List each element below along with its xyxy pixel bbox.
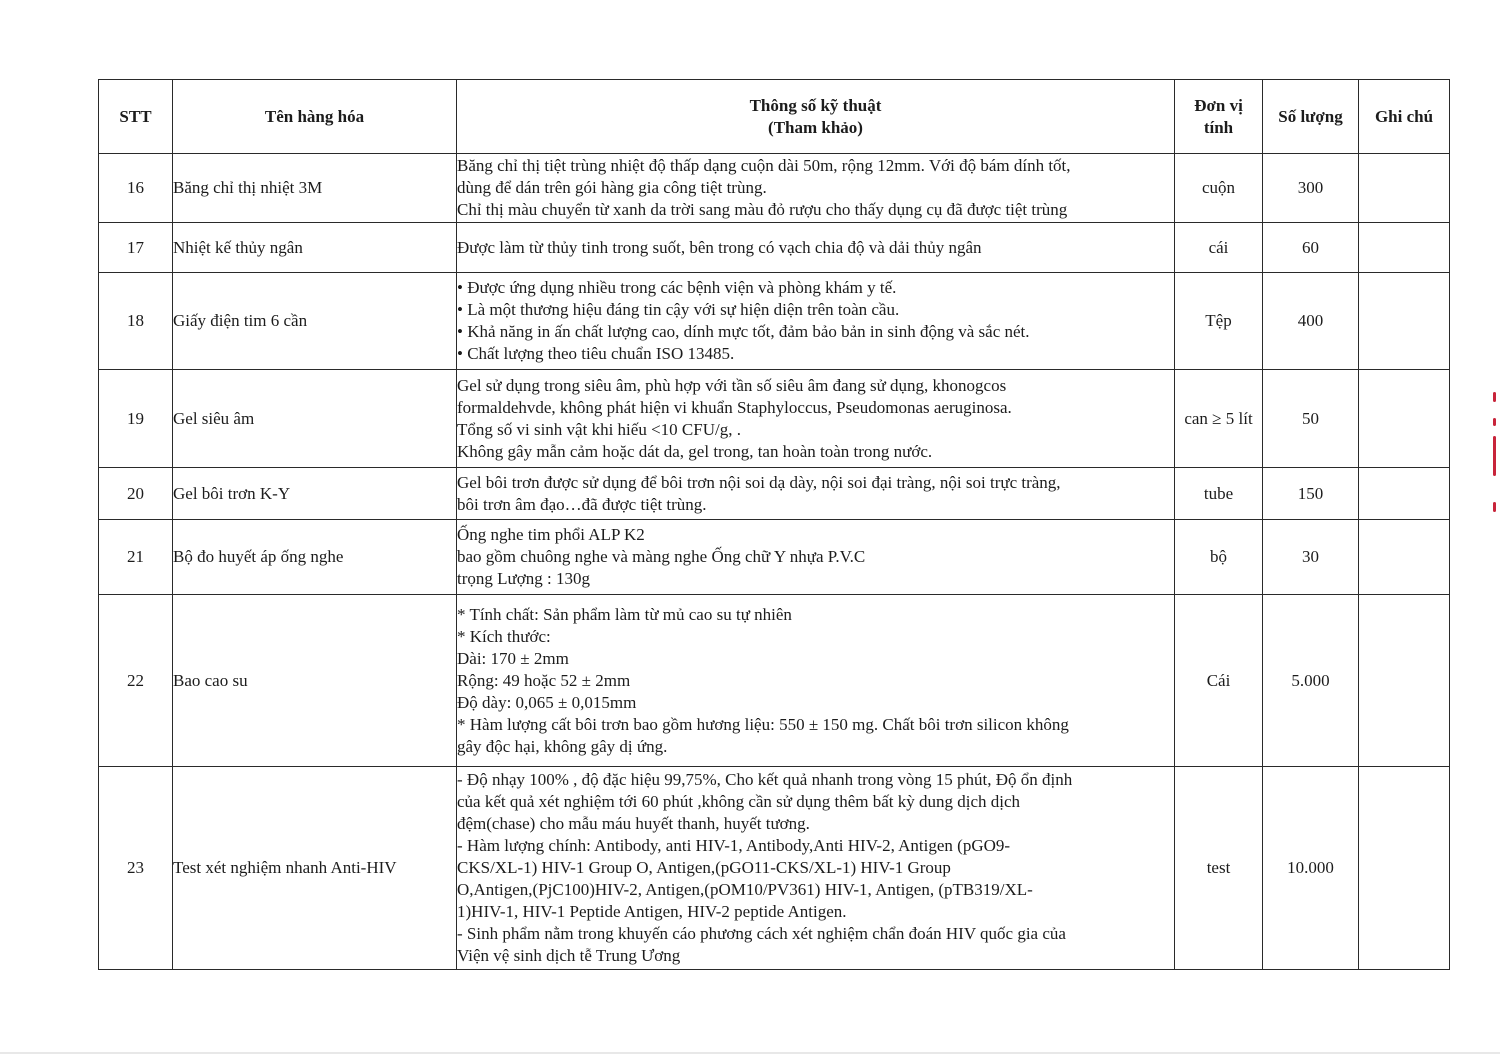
table-row [99,767,1450,970]
table-row [99,520,1450,595]
spec-line: bao gồm chuông nghe và màng nghe Ống chữ Y nhựa P.V.C [457,547,866,566]
spec-line: - Sinh phẩm nằm trong khuyến cáo phương cách xét nghiệm chẩn đoán HIV quốc gia của [457,924,1066,943]
row-item-name: Gel siêu âm [173,370,457,468]
row-note [1359,468,1450,520]
row-note [1359,520,1450,595]
table-row [99,273,1450,370]
stamp-edge-mark [1493,436,1496,476]
spec-line: CKS/XL-1) HIV-1 Group O, Antigen,(pGO11-CKS/XL-1) HIV-1 Group [457,858,951,877]
row-unit: cái [1175,223,1263,273]
row-note [1359,370,1450,468]
row-specification [457,767,1175,970]
spec-line: 1)HIV-1, HIV-1 Peptide Antigen, HIV-2 peptide Antigen. [457,902,847,921]
table-row [99,595,1450,767]
row-note [1359,154,1450,223]
spec-line: • Khả năng in ấn chất lượng cao, dính mực tốt, đảm bảo bản in sinh động và sắc nét. [457,322,1030,341]
spec-line: Băng chỉ thị tiệt trùng nhiệt độ thấp dạng cuộn dài 50m, rộng 12mm. Với độ bám dính tốt, [457,156,1071,175]
spec-line: của kết quả xét nghiệm tới 60 phút ,không cần sử dụng thêm bất kỳ dung dịch dịch [457,792,1021,811]
table-row [99,223,1450,273]
spec-line: gây độc hại, không gây dị ứng. [457,736,668,756]
spec-line: trọng Lượng : 130g [457,569,590,588]
header-note: Ghi chú [1359,80,1450,154]
header-specification [457,80,1175,154]
row-quantity: 300 [1263,154,1359,223]
specification-table [98,79,1450,970]
spec-line: bôi trơn âm đạo…đã được tiệt trùng. [457,494,707,514]
spec-line: • Được ứng dụng nhiều trong các bệnh viện và phòng khám y tế. [457,278,897,297]
spec-line: * Tính chất: Sản phẩm làm từ mủ cao su tự nhiên [457,604,792,624]
row-stt: 17 [99,223,173,273]
row-unit: Tệp [1175,273,1263,370]
row-stt: 23 [99,767,173,970]
header-unit-line1: Đơn vị [1194,95,1243,115]
table-row [99,154,1450,223]
row-specification [457,154,1175,223]
table-row [99,370,1450,468]
row-stt: 20 [99,468,173,520]
row-specification [457,223,1175,273]
stamp-edge-mark [1493,392,1496,402]
spec-line: O,Antigen,(PjC100)HIV-2, Antigen,(pOM10/PV361) HIV-1, Antigen, (pTB319/XL- [457,880,1033,899]
row-item-name: Gel bôi trơn K-Y [173,468,457,520]
row-item-name: Băng chỉ thị nhiệt 3M [173,154,457,223]
row-item-name: Nhiệt kế thủy ngân [173,223,457,273]
row-unit: Cái [1175,595,1263,767]
spec-line: Tổng số vi sinh vật khi hiếu <10 CFU/g, . [457,419,741,439]
row-stt: 19 [99,370,173,468]
spec-line: Được làm từ thủy tinh trong suốt, bên trong có vạch chia độ và dải thủy ngân [457,237,982,257]
row-quantity: 10.000 [1263,767,1359,970]
row-specification [457,520,1175,595]
row-unit: test [1175,767,1263,970]
row-item-name: Giấy điện tim 6 cần [173,273,457,370]
row-stt: 22 [99,595,173,767]
spec-line: Dài: 170 ± 2mm [457,648,569,668]
spec-line: • Là một thương hiệu đáng tin cậy với sự hiện diện trên toàn cầu. [457,300,900,319]
row-quantity: 60 [1263,223,1359,273]
header-item-name: Tên hàng hóa [173,80,457,154]
row-stt: 16 [99,154,173,223]
spec-line: Viện vệ sinh dịch tễ Trung Ương [457,946,681,965]
spec-line: Không gây mẫn cảm hoặc dát da, gel trong, tan hoàn toàn trong nước. [457,441,933,461]
row-unit: tube [1175,468,1263,520]
header-unit-line2: tính [1203,117,1234,137]
spec-line: đệm(chase) cho mẫu máu huyết thanh, huyết tương. [457,814,810,833]
row-quantity: 50 [1263,370,1359,468]
spec-line: * Kích thước: [457,626,551,646]
row-quantity: 400 [1263,273,1359,370]
spec-line: Gel sử dụng trong siêu âm, phù hợp với tần số siêu âm đang sử dụng, khonogcos [457,375,1007,395]
spec-line: - Hàm lượng chính: Antibody, anti HIV-1, Antibody,Anti HIV-2, Antigen (pGO9- [457,836,1011,855]
header-spec-line2: (Tham khảo) [768,117,863,137]
row-note [1359,223,1450,273]
row-stt: 18 [99,273,173,370]
row-note [1359,595,1450,767]
header-quantity: Số lượng [1263,80,1359,154]
row-quantity: 150 [1263,468,1359,520]
spec-line: dùng để dán trên gói hàng gia công tiệt trùng. [457,178,767,197]
table-row [99,468,1450,520]
row-stt: 21 [99,520,173,595]
row-unit: bộ [1175,520,1263,595]
table-body [99,154,1450,970]
row-item-name: Bao cao su [173,595,457,767]
stamp-edge-mark [1493,502,1496,512]
row-item-name: Bộ đo huyết áp ống nghe [173,520,457,595]
header-unit [1175,80,1263,154]
row-specification [457,273,1175,370]
spec-line: Độ dày: 0,065 ± 0,015mm [457,692,637,712]
header-spec-line1: Thông số kỹ thuật [749,95,882,115]
spec-line: * Hàm lượng cất bôi trơn bao gồm hương liệu: 550 ± 150 mg. Chất bôi trơn silicon không [457,714,1069,734]
row-quantity: 30 [1263,520,1359,595]
row-specification [457,468,1175,520]
stamp-edge-mark [1493,418,1496,426]
spec-line: formaldehvde, không phát hiện vi khuẩn Staphyloccus, Pseudomonas aeruginosa. [457,397,1012,417]
spec-line: - Độ nhạy 100% , độ đặc hiệu 99,75%, Cho kết quả nhanh trong vòng 15 phút, Độ ổn định [457,770,1073,789]
spec-line: Gel bôi trơn được sử dụng để bôi trơn nội soi dạ dày, nội soi đại tràng, nội soi trực tràng, [457,472,1061,492]
spec-line: Ống nghe tim phổi ALP K2 [457,525,645,544]
row-note [1359,273,1450,370]
header-stt: STT [99,80,173,154]
row-item-name: Test xét nghiệm nhanh Anti-HIV [173,767,457,970]
spec-line: • Chất lượng theo tiêu chuẩn ISO 13485. [457,344,735,363]
row-note [1359,767,1450,970]
table-header-row [99,80,1450,154]
row-unit: cuộn [1175,154,1263,223]
page-bottom-edge [0,1052,1500,1054]
spec-line: Chỉ thị màu chuyển từ xanh da trời sang màu đỏ rượu cho thấy dụng cụ đã được tiệt trùng [457,200,1068,219]
row-specification [457,595,1175,767]
row-specification [457,370,1175,468]
row-unit: can ≥ 5 lít [1175,370,1263,468]
spec-line: Rộng: 49 hoặc 52 ± 2mm [457,670,631,690]
row-quantity: 5.000 [1263,595,1359,767]
